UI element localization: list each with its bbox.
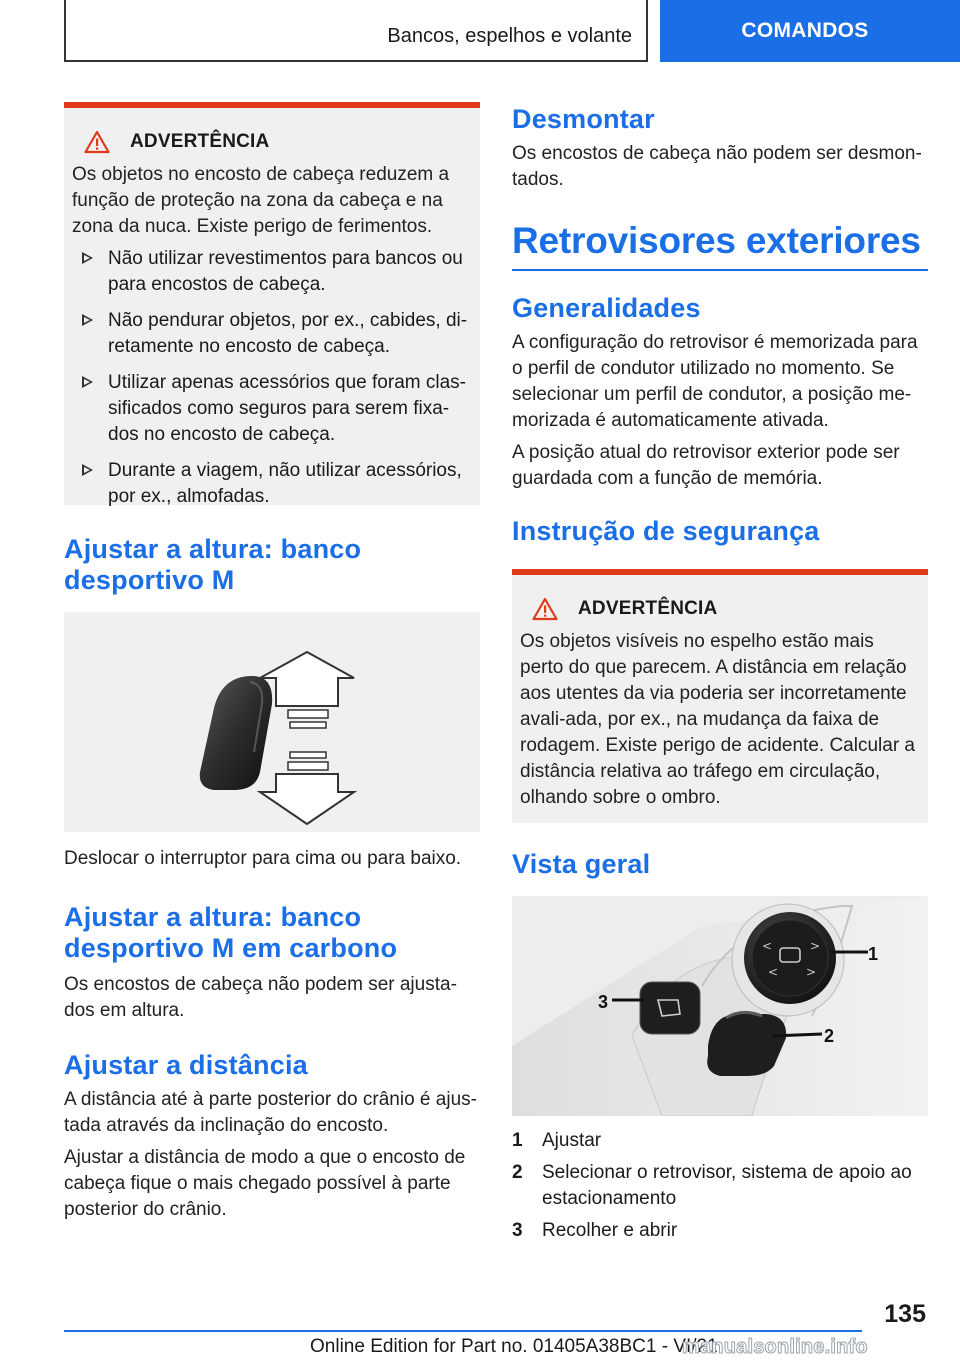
- text-distance-1: A distância até à parte posterior do crânio é ajus-tada através da inclinação do encosto.: [64, 1089, 477, 1136]
- warning-box-headrest: [64, 102, 480, 505]
- text-remove: Os encostos de cabeça não podem ser desmon-tados.: [512, 143, 922, 190]
- callout-3: 3: [598, 992, 609, 1012]
- list-item: 2 Selecionar o retrovisor, sistema de apoio ao estacionamento: [512, 1162, 912, 1209]
- bullet-item: Durante a viagem, não utilizar acessórios, por ex., almofadas.: [72, 458, 472, 510]
- svg-text:<: <: [762, 939, 773, 953]
- triangle-bullet-icon: [82, 314, 93, 326]
- text-distance-2: Ajustar a distância de modo a que o encosto de cabeça fique o mais chegado possível à parte posterior do crânio.: [64, 1147, 466, 1220]
- text-general-1: A configuração do retrovisor é memorizada para o perfil de condutor utilizado no momento. Se selecionar um perfil de condutor, a posição me-morizada é automaticamente ativada.: [512, 332, 918, 431]
- footer-edition: Online Edition for Part no. 01405A38BC1 - VI/21: [310, 1336, 718, 1357]
- height-switch-illustration: [64, 612, 480, 832]
- heading-height-m-seat: Ajustar a altura: banco desportivo M: [64, 534, 362, 595]
- heading-height-carbon: Ajustar a altura: banco desportivo M em carbono: [64, 902, 398, 963]
- triangle-bullet-icon: [82, 464, 93, 476]
- mirror-controls-illustration: [512, 896, 928, 1116]
- warning-title: ADVERTÊNCIA: [578, 598, 718, 619]
- list-item: 3 Recolher e abrir: [512, 1220, 678, 1241]
- svg-text:>: >: [810, 939, 821, 953]
- triangle-bullet-icon: [82, 252, 93, 264]
- warning-triangle-icon: [84, 130, 110, 154]
- bullet-item: Não utilizar revestimentos para bancos ou para encostos de cabeça.: [72, 246, 472, 298]
- warning-triangle-icon: [532, 597, 558, 621]
- caption-height-switch: Deslocar o interruptor para cima ou para baixo.: [64, 848, 462, 869]
- chapter-title-mirrors: Retrovisores exteriores: [512, 220, 921, 261]
- heading-overview: Vista geral: [512, 849, 651, 879]
- warning-bullet-list: [72, 246, 472, 510]
- header-section-tab: [64, 0, 648, 62]
- warning-box-mirror: [512, 569, 928, 823]
- left-column: [64, 102, 480, 1223]
- callout-1: 1: [868, 944, 879, 964]
- svg-text:<: <: [768, 965, 779, 979]
- warning-title: ADVERTÊNCIA: [130, 131, 270, 152]
- list-item: 1 Ajustar: [512, 1130, 602, 1151]
- text-height-carbon: Os encostos de cabeça não podem ser ajusta-dos em altura.: [64, 974, 457, 1021]
- text-general-2: A posição atual do retrovisor exterior pode ser guardada com a função de memória.: [512, 442, 900, 489]
- warning-text: Os objetos visíveis no espelho estão mais perto do que parecem. A distância em relação aos utentes da via poderia ser incorretamente avali-ada, por ex., na mudança da faixa de rodagem. Existe perigo de acidente. Calcular a distância relativa ao tráfego em circulação, olhando sobre o ombro.: [520, 631, 916, 808]
- page-number: 135: [884, 1300, 926, 1328]
- triangle-bullet-icon: [82, 376, 93, 388]
- figure-height-switch: [64, 612, 480, 832]
- heading-general: Generalidades: [512, 293, 701, 323]
- title-underline: [512, 269, 928, 271]
- heading-safety: Instrução de segurança: [512, 516, 820, 546]
- svg-text:>: >: [806, 965, 817, 979]
- watermark: manualsonline.info: [682, 1336, 868, 1358]
- overview-legend: [512, 1128, 928, 1244]
- warning-text: Os objetos no encosto de cabeça reduzem a função de proteção na zona da cabeça e na zona da nuca. Existe perigo de ferimentos.: [72, 164, 450, 237]
- callout-2: 2: [824, 1026, 835, 1046]
- right-column: [512, 102, 928, 1250]
- header-section-title: Bancos, espelhos e volante: [387, 25, 632, 47]
- bullet-item: Não pendurar objetos, por ex., cabides, di-retamente no encosto de cabeça.: [72, 308, 472, 360]
- header-chapter-tab: COMANDOS: [660, 0, 960, 62]
- footer-rule: [64, 1330, 862, 1332]
- heading-remove: Desmontar: [512, 104, 655, 134]
- heading-distance: Ajustar a distância: [64, 1050, 308, 1080]
- figure-mirror-controls: [512, 896, 928, 1116]
- bullet-item: Utilizar apenas acessórios que foram clas-sificados como seguros para serem fixa-dos no encosto de cabeça.: [72, 370, 472, 448]
